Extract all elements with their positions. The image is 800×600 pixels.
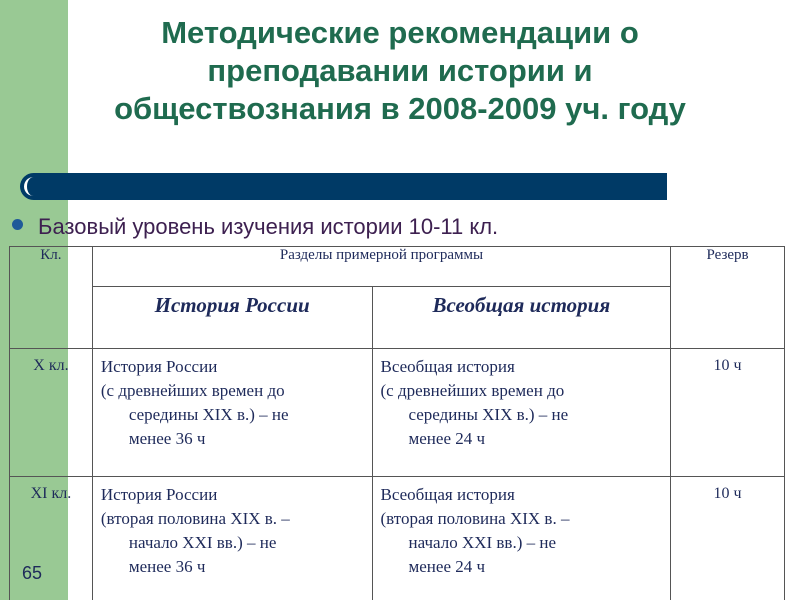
header-sections-label: Разделы примерной программы bbox=[279, 247, 484, 263]
row-russia-cell bbox=[92, 477, 372, 600]
slide-title bbox=[60, 14, 740, 128]
table-header-row bbox=[10, 247, 785, 287]
table-subheader-row bbox=[10, 287, 785, 349]
header-reserve bbox=[671, 247, 785, 349]
cell-line: История России bbox=[100, 485, 218, 504]
table-row bbox=[10, 349, 785, 477]
table-row bbox=[10, 477, 785, 600]
header-sections bbox=[92, 247, 670, 287]
row-reserve-cell: 10 ч bbox=[671, 349, 785, 477]
divider-bar bbox=[20, 173, 667, 200]
row-world-cell bbox=[372, 349, 671, 477]
cell-line: начало XXI вв.) – не bbox=[128, 533, 277, 552]
header-class bbox=[10, 247, 93, 349]
cell-line: Всеобщая история bbox=[380, 485, 515, 504]
cell-line: начало XXI вв.) – не bbox=[408, 533, 557, 552]
cell-line: менее 24 ч bbox=[408, 557, 486, 576]
row-world-cell bbox=[372, 477, 671, 600]
cell-line: середины XIX в.) – не bbox=[128, 405, 289, 424]
header-class-label: Кл. bbox=[40, 247, 62, 263]
cell-line: (вторая половина XIX в. – bbox=[100, 509, 290, 528]
program-table bbox=[9, 246, 785, 600]
cell-line: (вторая половина XIX в. – bbox=[380, 509, 570, 528]
row-class-cell: X кл. bbox=[10, 349, 93, 477]
title-line-3: обществознания в 2008-2009 уч. году bbox=[114, 91, 686, 126]
cell-line: менее 36 ч bbox=[128, 429, 206, 448]
header-reserve-label: Резерв bbox=[706, 247, 749, 263]
cell-line: (с древнейших времен до bbox=[100, 381, 285, 400]
divider-bar-arc bbox=[24, 177, 54, 196]
cell-line: (с древнейших времен до bbox=[380, 381, 565, 400]
cell-line: Всеобщая история bbox=[380, 357, 515, 376]
cell-line: менее 24 ч bbox=[408, 429, 486, 448]
subheader-world: Всеобщая история bbox=[372, 287, 671, 349]
bullet-icon bbox=[12, 219, 23, 230]
row-class-cell: XI кл. bbox=[10, 477, 93, 600]
title-line-1: Методические рекомендации о bbox=[161, 15, 639, 50]
cell-line: менее 36 ч bbox=[128, 557, 206, 576]
subheader-russia: История России bbox=[92, 287, 372, 349]
cell-line: середины XIX в.) – не bbox=[408, 405, 569, 424]
bullet-text: Базовый уровень изучения истории 10-11 кл. bbox=[38, 214, 499, 239]
row-reserve-cell: 10 ч bbox=[671, 477, 785, 600]
row-russia-cell bbox=[92, 349, 372, 477]
cell-line: История России bbox=[100, 357, 218, 376]
title-line-2: преподавании истории и bbox=[207, 53, 593, 88]
page-number: 65 bbox=[22, 563, 43, 583]
